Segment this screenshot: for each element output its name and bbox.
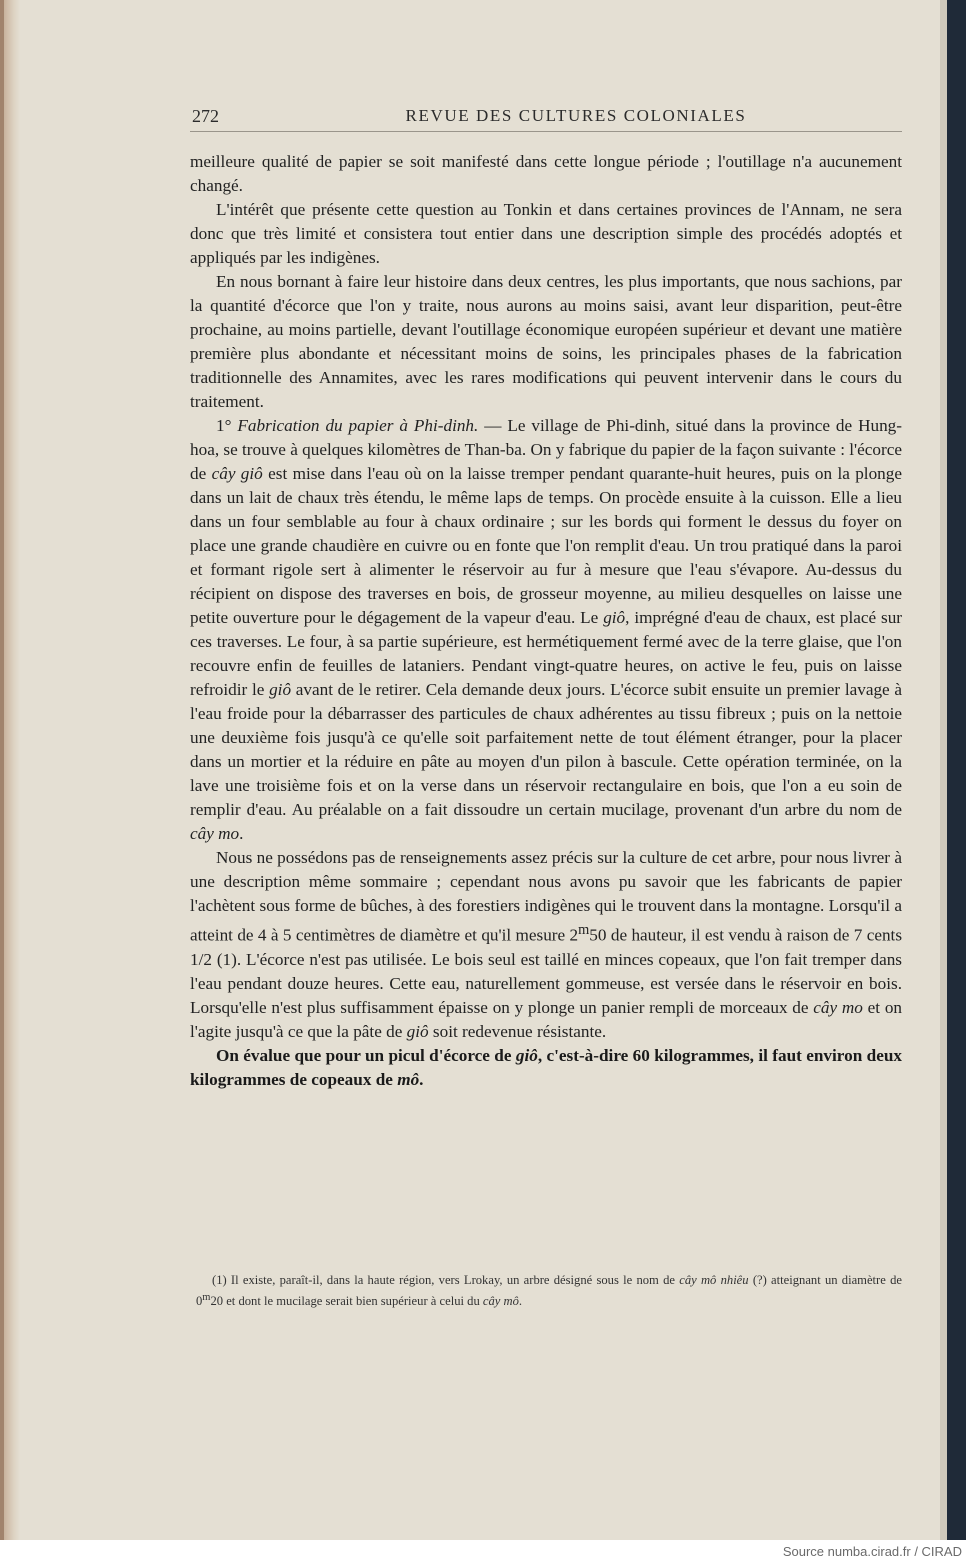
term-gio: giô: [269, 680, 292, 699]
article-body: [190, 150, 902, 1092]
term-mo: mô: [397, 1069, 420, 1089]
section-title: Fabrication du papier à Phi-dinh.: [237, 416, 479, 435]
unit-metre: m: [202, 1292, 211, 1303]
term-gio: giô: [515, 1045, 538, 1065]
term-gio: giô: [603, 608, 626, 627]
unit-metre: m: [578, 922, 590, 938]
running-title: REVUE DES CULTURES COLONIALES: [405, 106, 747, 125]
term-cay-mo-nhieu: cây mô nhiêu: [679, 1273, 749, 1287]
scan-border: [947, 0, 966, 1540]
binding-edge: [0, 0, 4, 1540]
term-gio: giô: [406, 1021, 429, 1041]
paragraph-4: 1° Fabrication du papier à Phi-dinh. — Le village de Phi-dinh, situé dans la province de Hung-hoa, se trouve à quelques kilomètres de Than-ba. On y fabrique du papier de la façon suivante : l'écorce de cây giô est mise dans l'eau où on la laisse tremper pendant quarante-huit heures, puis on la plonge dans un lait de chaux très étendu, le même laps de temps. On procède ensuite à la cuisson. Elle a lieu dans un four semblable au four à chaux ordinaire ; sur les bords qui forment le dessus du foyer on place une grande chaudière en cuivre ou en fonte que l'on remplit d'eau. Un trou pratiqué dans la paroi et formant rigole sert à alimenter le réservoir au fur à mesure que l'eau s'évapore. Au-dessus du récipient on dispose des traverses en bois, de grosseur moyenne, au milieu desquelles on laisse une petite ouverture pour le dégagement de la vapeur d'eau. Le giô, imprégné d'eau de chaux, est placé sur ces traverses. Le four, à sa partie supérieure, est hermétiquement fermé avec de la terre glaise, que l'on recouvre enfin de feuilles de lataniers. Pendant vingt-quatre heures, on active le feu, puis on laisse refroidir le giô avant de le retirer. Cela demande deux jours. L'écorce subit ensuite un premier lavage à l'eau froide pour la débarrasser des particules de chaux adhérentes au tissu fibreux ; puis on la nettoie une deuxième fois jusqu'à ce qu'elle soit parfaitement nette de tout élément étranger, pour la placer dans un mortier et la réduire en pâte au moyen d'un pilon à bascule. Cette opération terminée, on la lave une troisième fois et on la verse dans un réservoir rectangulaire en bois, que l'on a eu soin de remplir d'eau. Au préalable on a fait dissoudre un certain mucilage, provenant d'un arbre du nom de cây mo.: [190, 416, 903, 843]
term-cay-gio: cây giô: [211, 464, 263, 483]
term-cay-mo: cây mô: [482, 1294, 519, 1309]
paragraph-3: En nous bornant à faire leur histoire dans deux centres, les plus importants, que nous sachions, par la quantité d'écorce que l'on y traite, nous aurons au moins saisi, avant leur disparition, peut-être prochaine, au moins partielle, devant l'outillage économique européen supérieur et devant une matière première plus abondante et nécessitant moins de soins, les principales phases de la fabrication traditionnelle des Annamites, avec les rares modifications qui peuvent intervenir dans le cours du traitement.: [190, 272, 902, 411]
source-credit: Source numba.cirad.fr / CIRAD: [782, 1544, 962, 1559]
paragraph-6: On évalue que pour un picul d'écorce de giô, c'est-à-dire 60 kilogrammes, il faut environ deux kilogrammes de copeaux de mô.: [190, 1045, 902, 1089]
page-header: [190, 106, 902, 130]
term-cay-mo: cây mo: [813, 997, 863, 1017]
section-number: 1°: [216, 416, 232, 435]
term-cay-mo: cây mo: [190, 824, 240, 843]
header-rule: [190, 131, 902, 132]
paragraph-5: Nous ne possédons pas de renseignements assez précis sur la culture de cet arbre, pour nous livrer à une description même sommaire ; cependant nous avons pu savoir que les fabricants de papier l'achètent sous forme de bûches, à des forestiers indigènes qui le trouvent dans la montagne. Lorsqu'il a atteint de 4 à 5 centimètres de diamètre et qu'il mesure 2$^m$50 de hauteur, il est vendu à raison de 7 cents 1/2 (1). L'écorce n'est pas utilisée. Le bois seul est taillé en minces copeaux, que l'on fait tremper dans l'eau pendant douze heures. Cette eau, naturellement gommeuse, est versée dans le réservoir en bois. Lorsqu'elle n'est plus suffisamment épaisse on y plonge un panier rempli de morceaux de cây mo et on l'agite jusqu'à ce que la pâte de giô soit redevenue résistante.: [190, 848, 903, 1041]
page-edge: [940, 0, 947, 1540]
page-number: 272: [192, 106, 219, 126]
footnote: (1) Il existe, paraît-il, dans la haute région, vers Lrokay, un arbre désigné sous le nom de cây mô nhiêu (?) atteignant un diamètre de 0$^m$20 et dont le mucilage serait bien supérieur à celui du cây mô.: [196, 1273, 902, 1309]
paragraph-2: L'intérêt que présente cette question au Tonkin et dans certaines provinces de l'Annam, ne sera donc que très limité et consistera tout entier dans une description simple des procédés adoptés et appliqués par les indigènes.: [190, 200, 902, 267]
source-strip: [0, 1540, 966, 1566]
paragraph-1: meilleure qualité de papier se soit manifesté dans cette longue période ; l'outillage n'a aucunement changé.: [190, 152, 902, 195]
